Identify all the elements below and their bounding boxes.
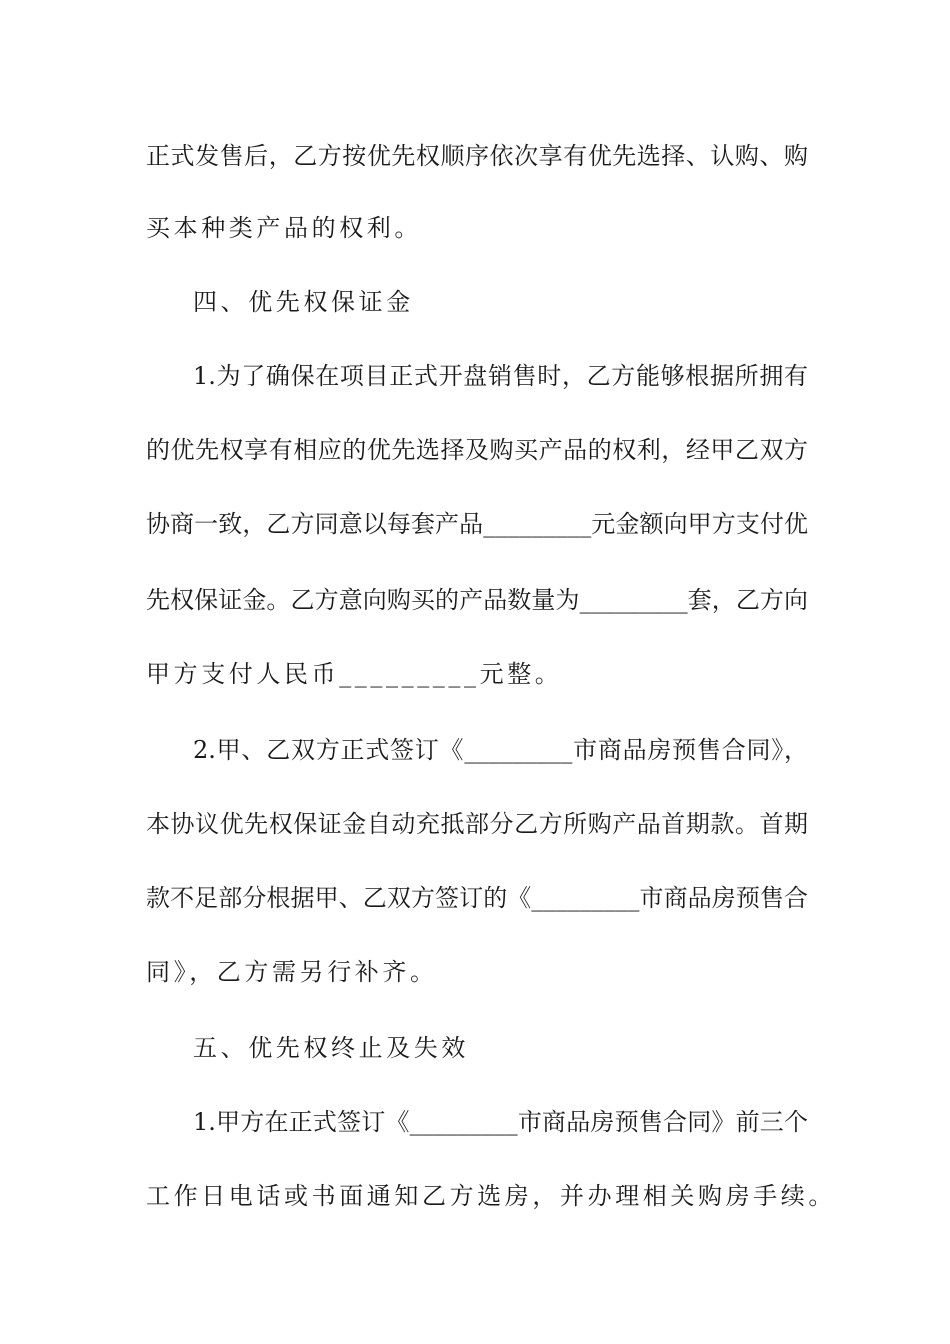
paragraph-line-4: 的优先权享有相应的优先选择及购买产品的权利，经甲乙双方 <box>146 436 808 464</box>
paragraph-line-6: 先权保证金。乙方意向购买的产品数量为_________套，乙方向 <box>146 586 808 614</box>
paragraph-line-10: 款不足部分根据甲、乙双方签订的《_________市商品房预售合 <box>146 884 808 912</box>
section-heading-4: 四、优先权保证金 <box>193 288 414 316</box>
paragraph-line-1: 正式发售后，乙方按优先权顺序依次享有优先选择、认购、购 <box>146 142 808 170</box>
paragraph-line-3: 1.为了确保在项目正式开盘销售时，乙方能够根据所拥有 <box>193 362 808 390</box>
paragraph-line-9: 本协议优先权保证金自动充抵部分乙方所购产品首期款。首期 <box>146 810 808 838</box>
paragraph-line-7: 甲方支付人民币_________元整。 <box>146 660 563 688</box>
paragraph-line-2: 买本种类产品的权利。 <box>146 214 422 242</box>
paragraph-line-5: 协商一致，乙方同意以每套产品_________元金额向甲方支付优 <box>146 510 808 538</box>
section-heading-5: 五、优先权终止及失效 <box>193 1034 469 1062</box>
paragraph-line-13: 工作日电话或书面通知乙方选房，并办理相关购房手续。 <box>146 1182 836 1210</box>
paragraph-line-12: 1.甲方在正式签订《_________市商品房预售合同》前三个 <box>193 1108 808 1136</box>
paragraph-line-11: 同》，乙方需另行补齐。 <box>146 958 438 986</box>
paragraph-line-8: 2.甲、乙双方正式签订《_________市商品房预售合同》， <box>193 736 808 764</box>
